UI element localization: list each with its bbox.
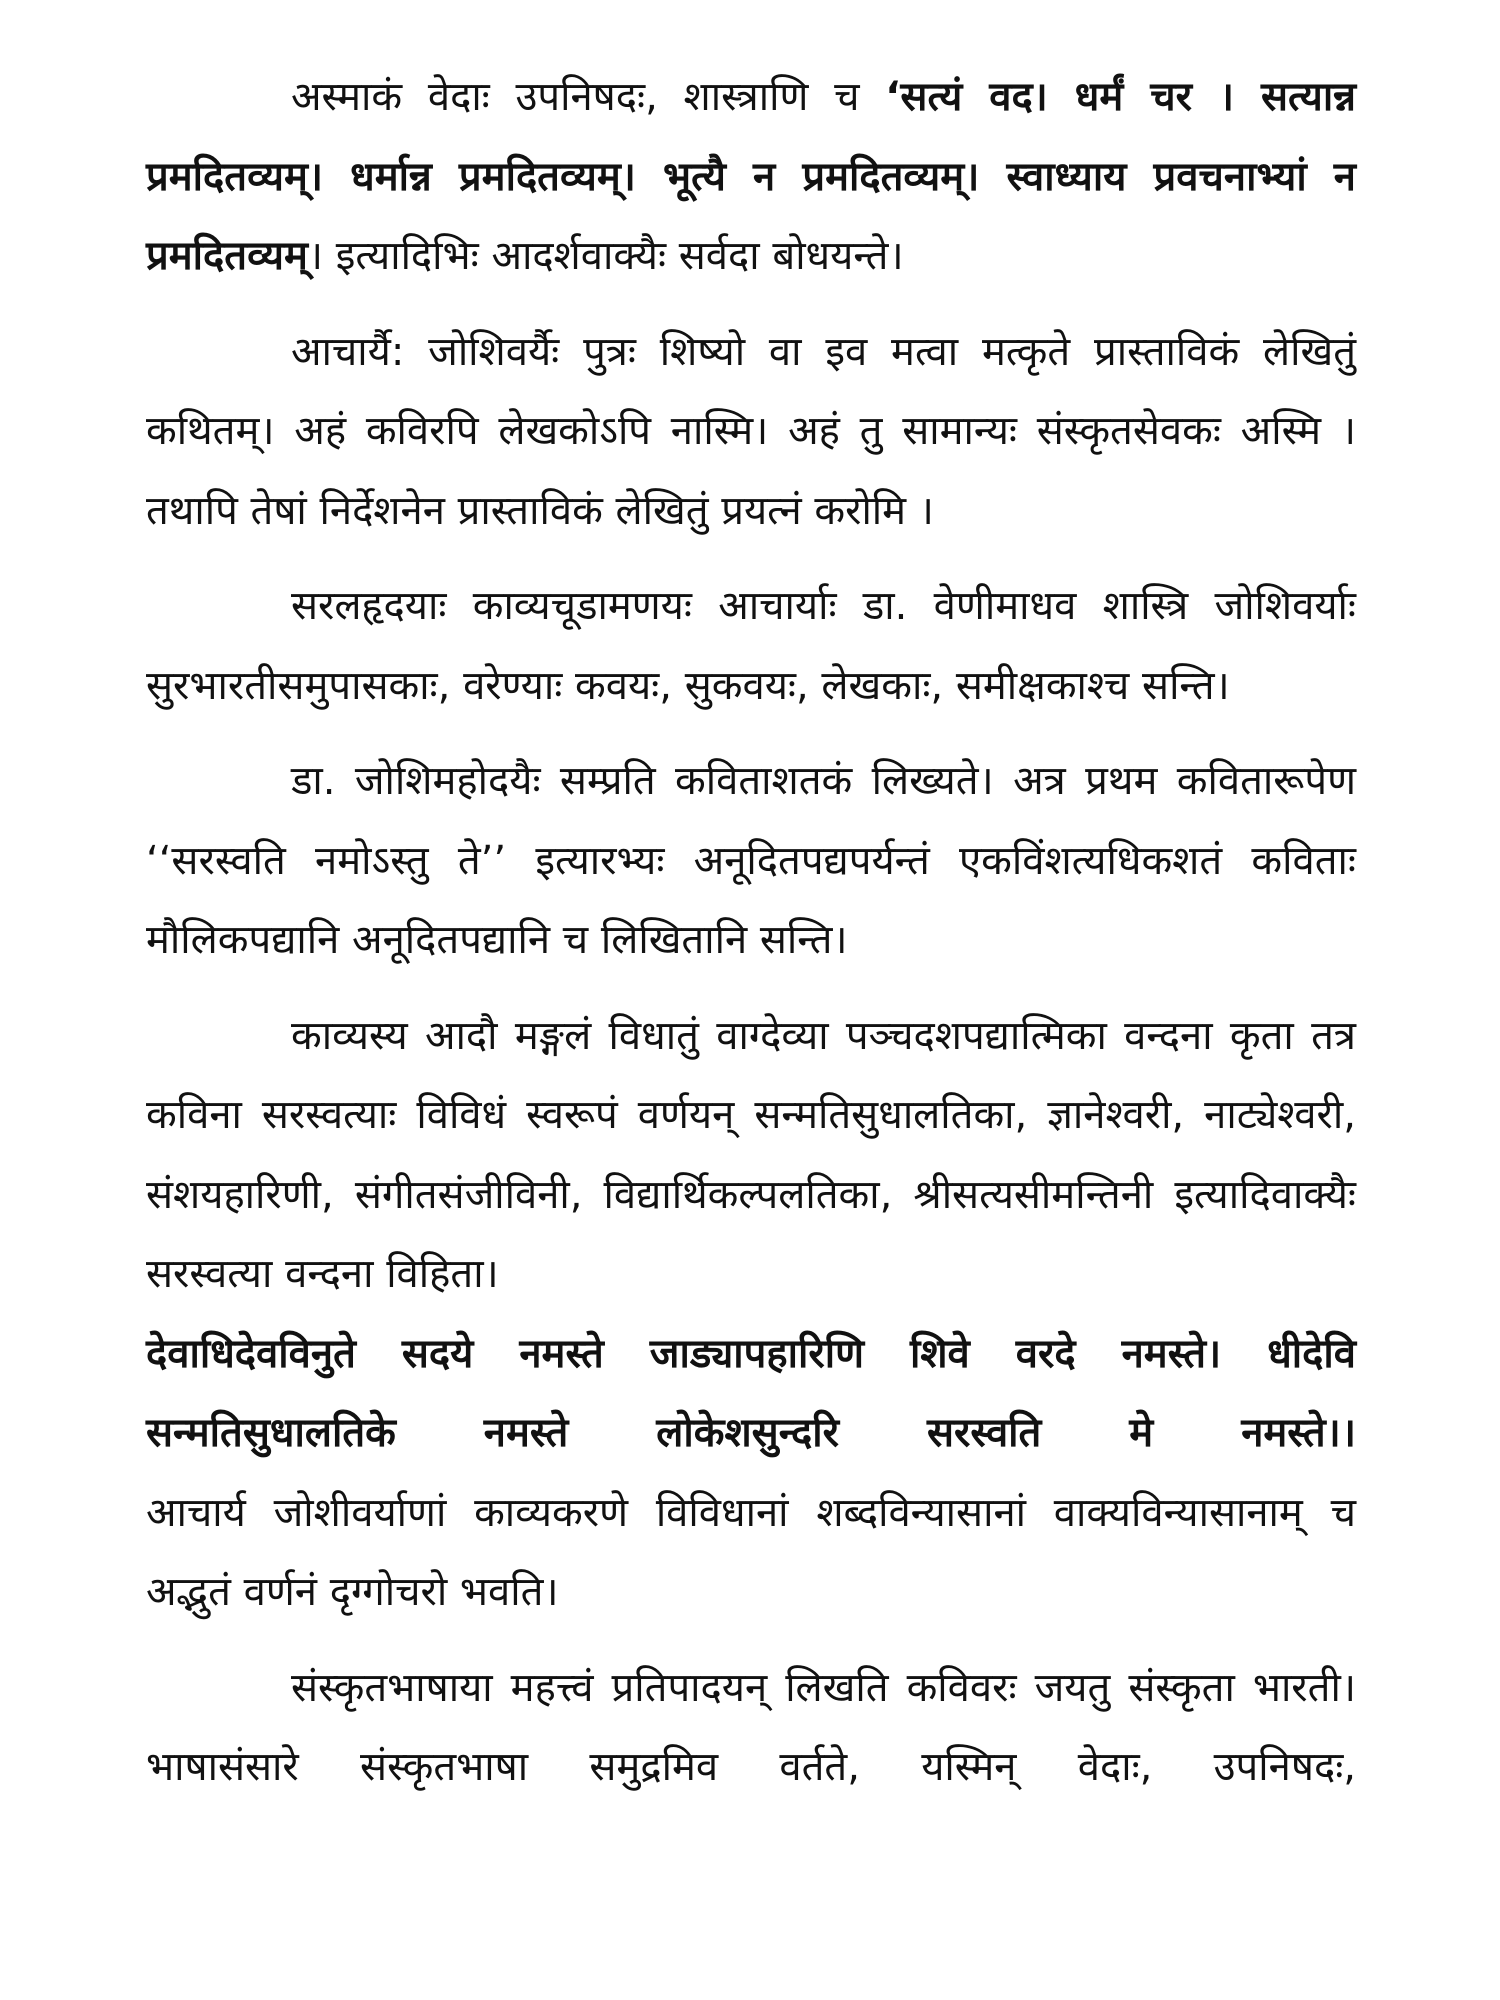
saraswati-verse: देवाधिदेवविनुते सदये नमस्ते जाड्यापहारिणि शिवे वरदे नमस्ते। धीदेवि सन्मतिसुधालतिके नमस्ते लोकेशसुन्दरि सरस्वति मे नमस्ते।। [146,1330,1356,1456]
paragraph-word-arrangement: आचार्य जोशीवर्याणां काव्यकरणे विविधानां शब्दविन्यासानां वाक्यविन्यासानाम् च अद्भुतं वर्णनं दृग्गोचरो भवति। [146,1489,1356,1615]
paragraph-saraswati-vandana: काव्यस्य आदौ मङ्गलं विधातुं वाग्देव्या पञ्चदशपद्यात्मिका वन्दना कृता तत्र कविना सरस्वत्याः विविधं स्वरूपं वर्णयन् सन्मतिसुधालतिका, ज्ञानेश्वरी, नाट्येश्वरी, संशयहारिणी, संगीतसंजीविनी, विद्यार्थिकल्पलतिका, श्रीसत्यसीमन्तिनी इत्यादिवाक्यैः सरस्वत्या वन्दना विहिता। [146,1012,1356,1297]
paragraph-author-intro: सरलहृदयाः काव्यचूडामणयः आचार्याः डा. वेणीमाधव शास्त्रि जोशिवर्याः सुरभारतीसमुपासकाः, वरेण्याः कवयः, सुकवयः, लेखकाः, समीक्षकाश्च सन्ति। [146,583,1356,709]
paragraph-preface-request: आचार्यै: जोशिवर्यैः पुत्रः शिष्यो वा इव मत्वा मत्कृते प्रास्ताविकं लेखितुं कथितम्। अहं कविरपि लेखकोऽपि नास्मि। अहं तु सामान्यः संस्कृतसेवकः अस्मि । तथापि तेषां निर्देशनेन प्रास्ताविकं लेखितुं प्रयत्नं करोमि । [146,328,1356,534]
paragraph-kavita-shatakam: डा. जोशिमहोदयैः सम्प्रति कविताशतकं लिख्यते। अत्र प्रथम कवितारूपेण ‘‘सरस्वति नमोऽस्तु ते’’ इत्यारभ्यः अनूदितपद्यपर्यन्तं एकविंशत्यधिकशतं कविताः मौलिकपद्यानि अनूदितपद्यानि च लिखितानि सन्ति। [146,758,1356,963]
paragraph-sanskrit-importance: संस्कृतभाषाया महत्त्वं प्रतिपादयन् लिखति कविवरः जयतु संस्कृता भारती। भाषासंसारे संस्कृतभाषा समुद्रमिव वर्तते, यस्मिन् वेदाः, उपनिषदः, [146,1664,1356,1790]
paragraph-vedas-tail: । इत्यादिभिः आदर्शवाक्यैः सर्वदा बोधयन्ते। [307,233,904,279]
document-page [146,58,1356,1808]
upanishad-quote: ‘सत्यं वद। धर्मं चर । सत्यान्न प्रमदितव्यम्। धर्मान्न प्रमदितव्यम्। भूत्यै न प्रमदितव्यम्। स्वाध्याय प्रवचनाभ्यां न प्रमदितव्यम् [146,74,1356,279]
paragraph-vedas [146,58,1356,297]
paragraph-vedas-lead: अस्माकं वेदाः उपनिषदः, शास्त्राणि च [291,74,886,120]
